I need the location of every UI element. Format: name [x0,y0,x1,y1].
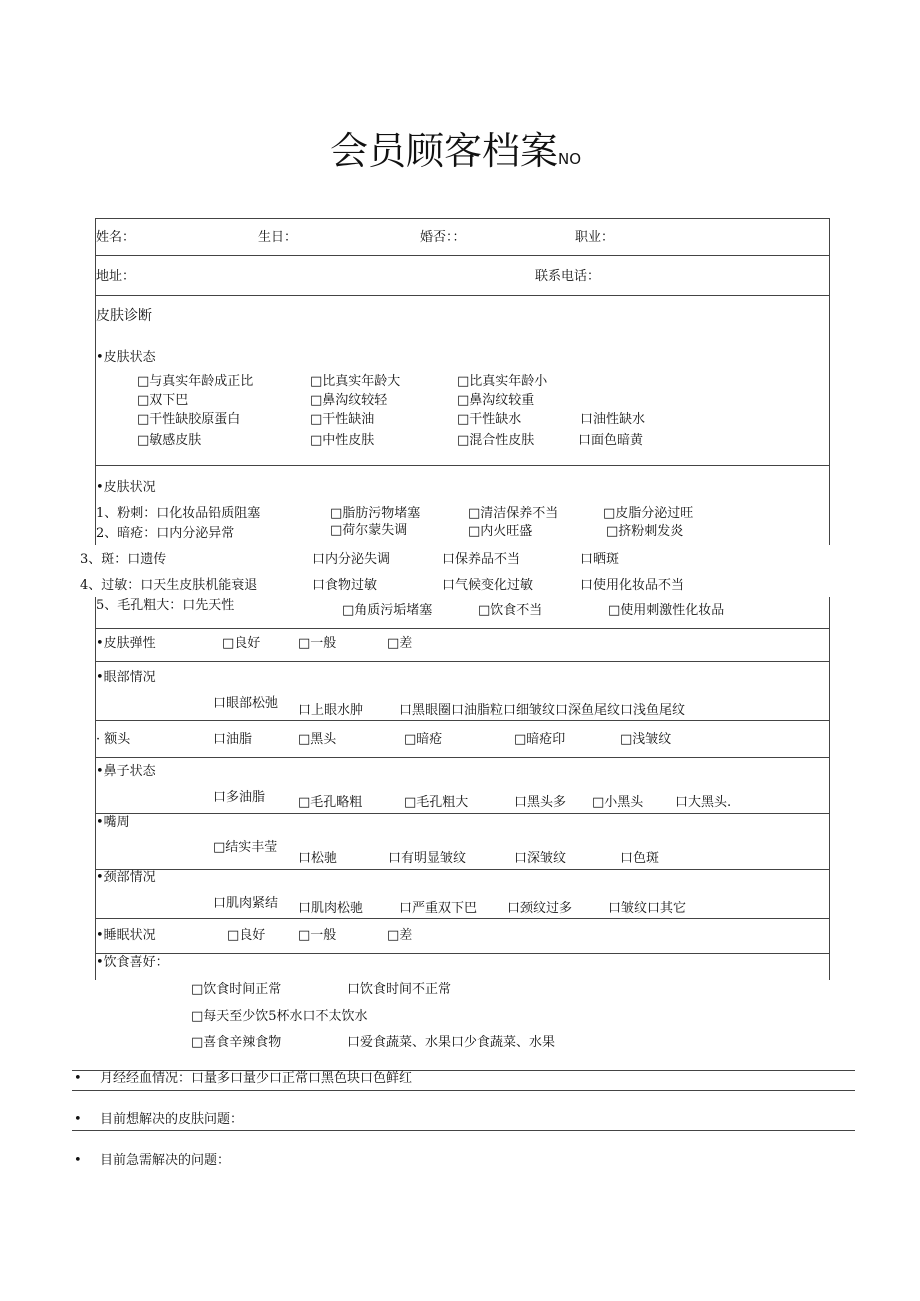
checkbox-option[interactable]: 口油脂 [213,732,253,747]
checkbox-option[interactable]: □一般 [298,928,337,943]
allergy-option[interactable]: 口气候变化过敏 [442,578,534,593]
row-divider [95,255,830,256]
diet-label: •饮食喜好： [96,955,169,970]
checkbox-option[interactable]: 口黑眼圈口油脂粒口细皱纹口深鱼尾纹口浅鱼尾纹 [399,703,686,718]
checkbox-option[interactable]: □鼻沟纹较轻 [310,393,388,408]
row-divider [95,661,830,662]
nose-label: •鼻子状态 [96,764,156,779]
pimple-option[interactable]: □荷尔蒙失调 [330,523,408,538]
spots-option[interactable]: 口保养品不当 [442,552,521,567]
row-divider [95,918,830,919]
table-border-left [95,597,96,980]
checkbox-option[interactable]: 口深皱纹 [514,851,567,866]
row-divider [95,720,830,721]
acne-option[interactable]: 1、粉刺：口化妆品铅质阻塞 [96,506,261,521]
pores-option[interactable]: □角质污垢堵塞 [342,603,433,618]
acne-option[interactable]: □脂肪污物堵塞 [330,506,421,521]
checkbox-option[interactable]: □暗疮 [404,732,443,747]
checkbox-option[interactable]: □干性缺油 [310,412,375,427]
pores-option[interactable]: □饮食不当 [478,603,543,618]
checkbox-option[interactable]: □喜食辛辣食物 [191,1035,282,1050]
checkbox-option[interactable]: □中性皮肤 [310,433,375,448]
forehead-label: · 额头 [96,732,131,747]
urgent-problem-field[interactable]: 目前急需解决的问题： [100,1153,231,1168]
phone-label[interactable]: 联系电话： [535,269,601,284]
skin-problem-field[interactable]: 目前想解决的皮肤问题： [100,1112,244,1127]
checkbox-option[interactable]: □一般 [298,636,337,651]
pimple-option[interactable]: 2、暗疮：口内分泌异常 [96,526,235,541]
checkbox-option[interactable]: 口有明显皱纹 [388,851,467,866]
checkbox-option[interactable]: □良好 [222,636,261,651]
pores-option[interactable]: □使用刺激性化妆品 [608,603,725,618]
checkbox-option[interactable]: □结实丰莹 [213,840,278,855]
address-label[interactable]: 地址： [96,269,136,284]
eyes-label: •眼部情况 [96,670,156,685]
checkbox-option[interactable]: 口松驰 [298,851,338,866]
checkbox-option[interactable]: 口面色暗黄 [578,433,644,448]
menstrual-field[interactable]: 月经经血情况：口量多口量少口正常口黑色块口色鲜红 [100,1071,413,1086]
bullet-icon: • [74,1112,82,1127]
bullet-icon: • [74,1153,82,1168]
checkbox-option[interactable]: 口皱纹口其它 [608,901,687,916]
spots-option[interactable]: 口晒斑 [580,552,620,567]
checkbox-option[interactable]: □饮食时间正常 [191,982,282,997]
checkbox-option[interactable]: □黑头 [298,732,337,747]
checkbox-option[interactable]: 口颈纹过多 [507,901,573,916]
checkbox-option[interactable]: □与真实年龄成正比 [137,374,254,389]
title-text: 会员顾客档案 [330,129,559,173]
checkbox-option[interactable]: □暗疮印 [514,732,566,747]
pores-option[interactable]: 5、毛孔粗大：口先天性 [96,598,235,613]
checkbox-option[interactable]: 口上眼水肿 [298,703,364,718]
checkbox-option[interactable]: □鼻沟纹较重 [457,393,535,408]
table-border-right [829,218,830,545]
row-divider [95,813,830,814]
skin-diagnosis-heading: 皮肤诊断 [96,308,152,324]
row-divider [95,953,830,954]
checkbox-option[interactable]: 口多油脂 [213,790,266,805]
table-border-right [829,597,830,980]
checkbox-option[interactable]: □毛孔粗大 [404,795,469,810]
row-divider [95,295,830,296]
checkbox-option[interactable]: □混合性皮肤 [457,433,535,448]
checkbox-option[interactable]: □差 [387,928,413,943]
row-divider [72,1130,855,1131]
allergy-option[interactable]: 口食物过敏 [312,578,378,593]
checkbox-option[interactable]: □小黑头 [592,795,644,810]
skin-condition-label: •皮肤状况 [96,480,156,495]
spots-option[interactable]: 口内分泌失调 [312,552,391,567]
skin-state-label: •皮肤状态 [96,350,156,365]
checkbox-option[interactable]: □干性缺水 [457,412,522,427]
row-divider [95,628,830,629]
checkbox-option[interactable]: 口眼部松弛 [213,696,279,711]
acne-option[interactable]: □皮脂分泌过旺 [603,506,694,521]
bullet-icon: • [74,1071,82,1086]
row-divider [95,757,830,758]
row-divider [95,869,830,870]
pimple-option[interactable]: □挤粉刺发炎 [606,524,684,539]
row-divider [95,218,830,219]
checkbox-option[interactable]: □比真实年龄小 [457,374,548,389]
checkbox-option[interactable]: 口饮食时间不正常 [347,982,452,997]
checkbox-option[interactable]: 口黑头多 [514,795,567,810]
title-no: NO [558,150,582,168]
checkbox-option[interactable]: 口爱食蔬菜、水果口少食蔬菜、水果 [347,1035,556,1050]
row-divider [95,465,830,466]
birthday-label[interactable]: 生日： [258,230,298,245]
marital-label[interactable]: 婚否：： [420,230,466,245]
occupation-label[interactable]: 职业： [575,230,615,245]
pimple-option[interactable]: □内火旺盛 [468,524,533,539]
checkbox-option[interactable]: 口肌肉紧结 [213,896,279,911]
checkbox-option[interactable]: □浅皱纹 [620,732,672,747]
checkbox-option[interactable]: 口大黑头. [675,795,732,810]
elasticity-label: •皮肤弹性 [96,636,156,651]
spots-option[interactable]: 3、斑：口遗传 [80,552,167,567]
neck-label: •颈部情况 [96,870,156,885]
allergy-option[interactable]: 口使用化妆品不当 [580,578,685,593]
checkbox-option[interactable]: □敏感皮肤 [137,433,202,448]
checkbox-option[interactable]: 口肌肉松驰 [298,901,364,916]
checkbox-option[interactable]: □比真实年龄大 [310,374,401,389]
checkbox-option[interactable]: □干性缺胶原蛋白 [137,412,241,427]
checkbox-option[interactable]: □每天至少饮5杯水口不太饮水 [191,1009,368,1024]
mouth-label: •嘴周 [96,815,130,830]
allergy-option[interactable]: 4、过敏：口天生皮肤机能衰退 [80,578,258,593]
checkbox-option[interactable]: 口色斑 [620,851,660,866]
sleep-label: •睡眠状况 [96,928,156,943]
acne-option[interactable]: □清洁保养不当 [468,506,559,521]
page-title [330,128,581,182]
name-label[interactable]: 姓名： [96,230,136,245]
row-divider [72,1090,855,1091]
checkbox-option[interactable]: □毛孔略粗 [298,795,363,810]
checkbox-option[interactable]: 口严重双下巴 [399,901,478,916]
checkbox-option[interactable]: □双下巴 [137,393,189,408]
checkbox-option[interactable]: □良好 [227,928,266,943]
checkbox-option[interactable]: 口油性缺水 [580,412,646,427]
checkbox-option[interactable]: □差 [387,636,413,651]
